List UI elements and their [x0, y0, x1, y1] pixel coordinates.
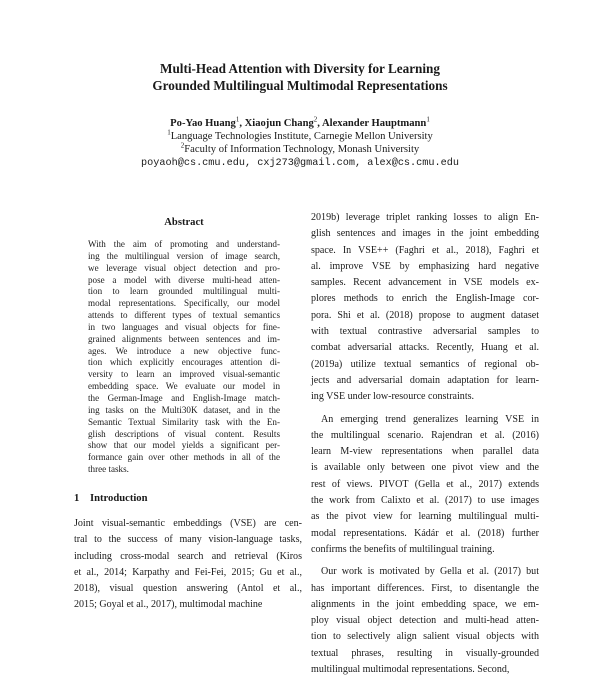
text-line: textual phrases, resulting in visually-grounded — [311, 647, 539, 659]
text-line: three tasks. — [88, 464, 129, 475]
text-line: al. improve VSE by emphasizing hard negative — [311, 260, 539, 272]
text-line: 2019b) leverage triplet ranking losses to align En- — [311, 212, 539, 223]
text-line: tral to the success of many vision-language tasks, — [74, 534, 302, 546]
text-line: as the pivot view for learning multilingual multi- — [311, 511, 539, 523]
author-2-affil: 2 — [313, 115, 318, 124]
author-2-name: Xiaojun Chang — [244, 118, 314, 129]
text-line: 2015; Goyal et al., 2017), multimodal machine — [74, 599, 263, 611]
text-line: versity to learn an improved visual-semantic — [88, 369, 280, 380]
section-title: Introduction — [90, 493, 148, 504]
text-line: ages. We introduce a new objective func- — [88, 345, 280, 356]
text-line: Joint visual-semantic embeddings (VSE) are cen- — [74, 518, 302, 529]
text-line: rest of views. PIVOT (Gella et al., 2017) extends — [311, 478, 539, 490]
text-line: samples. Recent advancement in VSE models ex- — [311, 277, 539, 289]
text-line: pora. Shi et al. (2018) propose to augment dataset — [311, 309, 539, 321]
text-line: learn M-view representations when parallel data — [311, 446, 539, 458]
text-line: the multilingual scenario. Rajendran et al. (2016) — [311, 429, 539, 441]
text-line: modal representations. Kádár et al. (2018) further — [311, 527, 539, 539]
title-line-2: Grounded Multilingual Multimodal Representations — [152, 78, 448, 93]
text-line: combat adversarial attacks. Recently, Huang et al. — [311, 342, 539, 354]
text-line: An emerging trend generalizes learning VSE in — [321, 413, 539, 425]
introduction-body — [74, 516, 302, 614]
affiliation-1-mark: 1 — [167, 128, 171, 137]
author-1-name: Po-Yao Huang — [170, 118, 236, 129]
text-line: tion to selectively align salient visual objects with — [311, 631, 539, 643]
text-line: is available only between one pivot view and the — [311, 462, 539, 474]
text-line: With the aim of promoting and understand- — [88, 239, 280, 249]
text-line: embedding space. We evaluate our model in — [88, 381, 280, 392]
text-line: ing the multilingual version of image search, — [88, 250, 280, 261]
paper-title — [0, 60, 600, 94]
text-line: glish sentences and images in the joint embedding — [311, 228, 539, 240]
text-line: we leverage visual object detection and pro- — [88, 262, 280, 273]
text-line: Our work is motivated by Gella et al. (2017) but — [321, 566, 539, 578]
text-line: in two languages and visual objects for fine- — [88, 321, 280, 332]
section-heading-introduction — [74, 492, 148, 505]
text-line: with textual contrastive adversarial samples to — [311, 326, 539, 338]
author-1-affil: 1 — [235, 115, 240, 124]
text-line: plores methods to enrich the English-Image cor- — [311, 293, 539, 305]
text-line: jects and adversarial domain adaptation for learn- — [311, 374, 539, 386]
text-line: has important differences. First, to disentangle the — [311, 582, 539, 594]
text-line: the German-Image and English-Image match- — [88, 392, 280, 403]
author-list: Po-Yao Huang$^1$, Xiaojun Chang$^2$, Alexander Hauptmann$^1$ — [170, 115, 430, 129]
author-3-name: Alexander Hauptmann — [322, 118, 427, 129]
title-line-1: Multi-Head Attention with Diversity for Learning — [160, 61, 440, 76]
text-line: ing tasks on the Multi30K dataset, and in the — [88, 404, 280, 415]
text-line: tion to learn grounded multilingual multi- — [88, 286, 280, 297]
text-line: confirms the benefits of multilingual training. — [311, 543, 495, 555]
text-line: ing VSE under low-resource constraints. — [311, 391, 475, 403]
text-line: formance gain over other methods in all of the — [88, 452, 280, 463]
text-line: attends to different types of textual semantics — [88, 310, 280, 321]
text-line: 2018), visual question answering (Antol et al., — [74, 583, 302, 595]
text-line: multilingual multimodal representations. Second, — [311, 664, 510, 676]
affiliation-1 — [0, 130, 600, 143]
affiliation-1-text: Language Technologies Institute, Carnegie Mellon University — [170, 131, 433, 142]
abstract-body — [88, 239, 280, 476]
right-column — [311, 210, 539, 678]
text-line: ploy visual object detection and multi-head atten- — [311, 615, 539, 627]
section-number: 1 — [74, 493, 80, 504]
text-line: pose a model with diverse multi-head atten- — [88, 274, 280, 285]
text-line: show that our model yields a significant per- — [88, 440, 280, 451]
text-line: modal representations. Specifically, our model — [88, 298, 280, 309]
affiliation-2-text: Faculty of Information Technology, Monash University — [184, 144, 420, 155]
text-line: alignments in the joint embedding space, we em- — [311, 598, 539, 610]
text-line: glish descriptions of visual content. Results — [88, 428, 280, 439]
right-paragraph-1 — [311, 210, 539, 406]
affiliation-2 — [0, 143, 600, 156]
right-paragraph-3 — [311, 564, 539, 678]
affiliation-2-mark: 2 — [180, 141, 185, 150]
text-line: including cross-modal search and retrieval (Kiros — [74, 550, 302, 562]
author-emails: poyaoh@cs.cmu.edu, cxj273@gmail.com, alex@cs.cmu.edu — [141, 158, 459, 169]
text-line: (2019a) utilize textual semantics of regional ob- — [311, 358, 539, 370]
text-line: Semantic Textual Similarity task with the En- — [88, 416, 280, 427]
text-line: et al., 2014; Karpathy and Fei-Fei, 2015; Gu et al., — [74, 566, 302, 578]
text-line: space. In VSE++ (Faghri et al., 2018), Faghri et — [311, 244, 539, 256]
right-paragraph-2 — [311, 412, 539, 559]
text-line: tion which explicitly encourages attention di- — [88, 357, 280, 368]
text-line: grained alignments between sentences and im- — [88, 333, 280, 344]
abstract-heading: Abstract — [164, 217, 204, 228]
text-line: the work from Calixto et al. (2017) to use images — [311, 495, 539, 507]
author-3-affil: 1 — [426, 115, 430, 124]
